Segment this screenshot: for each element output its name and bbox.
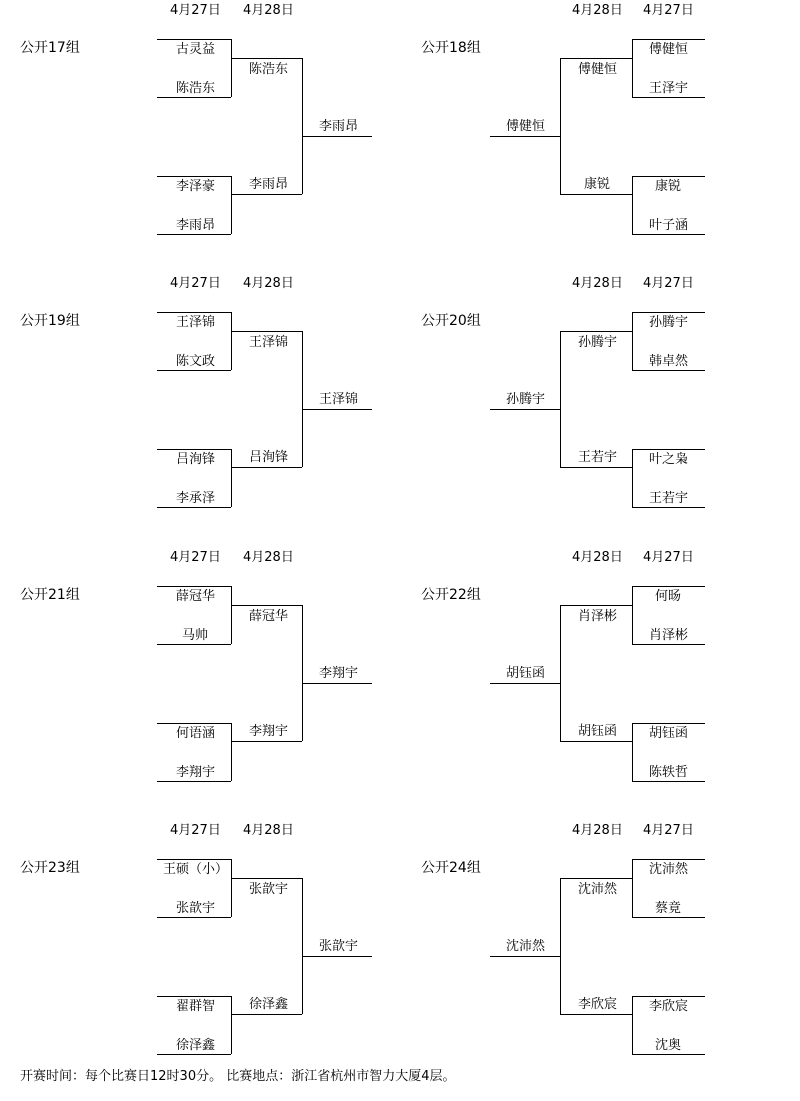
group-title: 公开20组 — [421, 313, 481, 329]
bracket-line — [632, 176, 705, 177]
player-name: 王泽锦 — [176, 315, 216, 330]
bracket-line — [231, 312, 232, 370]
player-name: 何旸 — [655, 589, 682, 604]
group-winner: 孙腾宇 — [506, 392, 546, 407]
bracket-line — [632, 859, 633, 917]
bracket-line — [231, 586, 232, 644]
bracket-line — [632, 312, 705, 313]
bracket-line — [231, 39, 232, 97]
player-name: 张歆宇 — [176, 901, 216, 916]
round1-date: 4月27日 — [170, 3, 221, 18]
bracket-line — [632, 97, 705, 98]
bracket-line — [302, 878, 303, 1014]
bracket-line — [302, 331, 303, 467]
player-name: 王若宇 — [649, 491, 689, 506]
semifinal-winner: 李雨昂 — [249, 177, 289, 192]
semifinal-winner: 张歆宇 — [249, 882, 289, 897]
player-name: 李泽豪 — [176, 179, 216, 194]
semifinal-winner: 王若宇 — [578, 450, 618, 465]
bracket-line — [157, 234, 231, 235]
bracket-line — [560, 1014, 632, 1015]
semifinal-winner: 王泽锦 — [249, 335, 289, 350]
group-title: 公开21组 — [20, 587, 80, 603]
player-name: 翟群智 — [176, 999, 216, 1014]
bracket-line — [231, 449, 232, 507]
bracket-line — [157, 917, 231, 918]
round1-date: 4月27日 — [643, 3, 694, 18]
bracket-line — [632, 234, 705, 235]
bracket-line — [231, 194, 302, 195]
bracket-line — [632, 39, 705, 40]
bracket-line — [560, 605, 632, 606]
bracket-line — [157, 449, 231, 450]
bracket-line — [632, 781, 705, 782]
bracket-line — [632, 644, 705, 645]
round2-date: 4月28日 — [572, 276, 623, 291]
bracket-line — [560, 58, 561, 194]
player-name: 何语涵 — [176, 726, 216, 741]
bracket-line — [560, 878, 632, 879]
semifinal-winner: 康锐 — [584, 177, 611, 192]
bracket-line — [632, 917, 705, 918]
bracket-line — [157, 507, 231, 508]
player-name: 吕洵锋 — [176, 452, 216, 467]
bracket-line — [231, 467, 302, 468]
player-name: 沈奥 — [655, 1038, 682, 1053]
bracket-line — [632, 859, 705, 860]
player-name: 李欣宸 — [649, 999, 689, 1014]
bracket-line — [632, 1054, 705, 1055]
bracket-line — [632, 176, 633, 234]
bracket-line — [302, 409, 372, 410]
bracket-line — [157, 1054, 231, 1055]
bracket-line — [632, 449, 633, 507]
bracket-line — [302, 58, 303, 194]
bracket-line — [560, 331, 632, 332]
bracket-line — [560, 878, 561, 1014]
player-name: 陈轶哲 — [649, 765, 689, 780]
bracket-line — [632, 586, 705, 587]
semifinal-winner: 肖泽彬 — [578, 609, 618, 624]
player-name: 傅健恒 — [649, 42, 689, 57]
player-name: 叶之枭 — [649, 452, 689, 467]
round1-date: 4月27日 — [643, 823, 694, 838]
bracket-line — [302, 605, 303, 741]
bracket-line — [632, 586, 633, 644]
bracket-line — [157, 781, 231, 782]
round1-date: 4月27日 — [170, 276, 221, 291]
bracket-line — [231, 605, 302, 606]
semifinal-winner: 李欣宸 — [578, 997, 618, 1012]
group-title: 公开18组 — [421, 40, 481, 56]
semifinal-winner: 傅健恒 — [578, 62, 618, 77]
player-name: 李雨昂 — [176, 218, 216, 233]
bracket-line — [231, 1014, 302, 1015]
bracket-line — [157, 176, 231, 177]
round1-date: 4月27日 — [170, 823, 221, 838]
bracket-line — [632, 996, 633, 1054]
group-winner: 傅健恒 — [506, 119, 546, 134]
bracket-line — [632, 39, 633, 97]
bracket-line — [632, 449, 705, 450]
player-name: 马帅 — [182, 628, 209, 643]
bracket-line — [302, 683, 372, 684]
bracket-line — [490, 683, 560, 684]
round2-date: 4月28日 — [572, 550, 623, 565]
round2-date: 4月28日 — [243, 276, 294, 291]
bracket-line — [632, 507, 705, 508]
bracket-line — [490, 409, 560, 410]
bracket-line — [560, 741, 632, 742]
player-name: 李翔宇 — [176, 765, 216, 780]
round2-date: 4月28日 — [243, 823, 294, 838]
semifinal-winner: 胡钰函 — [578, 724, 618, 739]
bracket-line — [231, 176, 232, 234]
player-name: 薛冠华 — [176, 589, 216, 604]
group-winner: 沈沛然 — [506, 939, 546, 954]
bracket-line — [302, 136, 372, 137]
player-name: 王硕（小） — [163, 862, 229, 877]
semifinal-winner: 孙腾宇 — [578, 335, 618, 350]
footer-note: 开赛时间：每个比赛日12时30分。 比赛地点：浙江省杭州市智力大厦4层。 — [20, 1069, 456, 1084]
bracket-line — [231, 741, 302, 742]
bracket-line — [157, 370, 231, 371]
group-title: 公开19组 — [20, 313, 80, 329]
bracket-line — [490, 956, 560, 957]
bracket-line — [157, 97, 231, 98]
round2-date: 4月28日 — [572, 823, 623, 838]
group-title: 公开24组 — [421, 860, 481, 876]
round1-date: 4月27日 — [643, 550, 694, 565]
semifinal-winner: 李翔宇 — [249, 724, 289, 739]
player-name: 蔡竟 — [655, 901, 682, 916]
player-name: 陈文政 — [176, 354, 216, 369]
player-name: 孙腾宇 — [649, 315, 689, 330]
bracket-line — [231, 58, 302, 59]
bracket-line — [560, 605, 561, 741]
bracket-line — [632, 370, 705, 371]
bracket-line — [632, 312, 633, 370]
group-title: 公开23组 — [20, 860, 80, 876]
semifinal-winner: 薛冠华 — [249, 609, 289, 624]
round1-date: 4月27日 — [643, 276, 694, 291]
player-name: 康锐 — [655, 179, 682, 194]
bracket-line — [231, 723, 232, 781]
group-title: 公开22组 — [421, 587, 481, 603]
player-name: 韩卓然 — [649, 354, 689, 369]
bracket-line — [157, 723, 231, 724]
player-name: 沈沛然 — [649, 862, 689, 877]
bracket-line — [560, 467, 632, 468]
player-name: 肖泽彬 — [649, 628, 689, 643]
bracket-line — [157, 859, 231, 860]
group-winner: 胡钰函 — [506, 666, 546, 681]
player-name: 李承泽 — [176, 491, 216, 506]
group-winner: 张歆宇 — [319, 939, 359, 954]
semifinal-winner: 陈浩东 — [249, 62, 289, 77]
round1-date: 4月27日 — [170, 550, 221, 565]
bracket-line — [632, 996, 705, 997]
bracket-line — [560, 331, 561, 467]
group-winner: 李翔宇 — [319, 666, 359, 681]
semifinal-winner: 沈沛然 — [578, 882, 618, 897]
bracket-line — [231, 331, 302, 332]
bracket-line — [231, 996, 232, 1054]
semifinal-winner: 吕洵锋 — [249, 450, 289, 465]
group-title: 公开17组 — [20, 40, 80, 56]
bracket-line — [231, 878, 302, 879]
bracket-line — [157, 312, 231, 313]
bracket-line — [157, 39, 231, 40]
bracket-line — [632, 723, 633, 781]
bracket-line — [157, 586, 231, 587]
player-name: 胡钰函 — [649, 726, 689, 741]
bracket-line — [302, 956, 372, 957]
bracket-line — [560, 194, 632, 195]
player-name: 叶子涵 — [649, 218, 689, 233]
bracket-line — [231, 859, 232, 917]
group-winner: 王泽锦 — [319, 392, 359, 407]
player-name: 徐泽鑫 — [176, 1038, 216, 1053]
player-name: 王泽宇 — [649, 81, 689, 96]
bracket-line — [157, 644, 231, 645]
round2-date: 4月28日 — [572, 3, 623, 18]
bracket-line — [560, 58, 632, 59]
player-name: 古灵益 — [176, 42, 216, 57]
bracket-line — [632, 723, 705, 724]
player-name: 陈浩东 — [176, 81, 216, 96]
bracket-line — [157, 996, 231, 997]
round2-date: 4月28日 — [243, 3, 294, 18]
semifinal-winner: 徐泽鑫 — [249, 997, 289, 1012]
group-winner: 李雨昂 — [319, 119, 359, 134]
bracket-line — [490, 136, 560, 137]
round2-date: 4月28日 — [243, 550, 294, 565]
